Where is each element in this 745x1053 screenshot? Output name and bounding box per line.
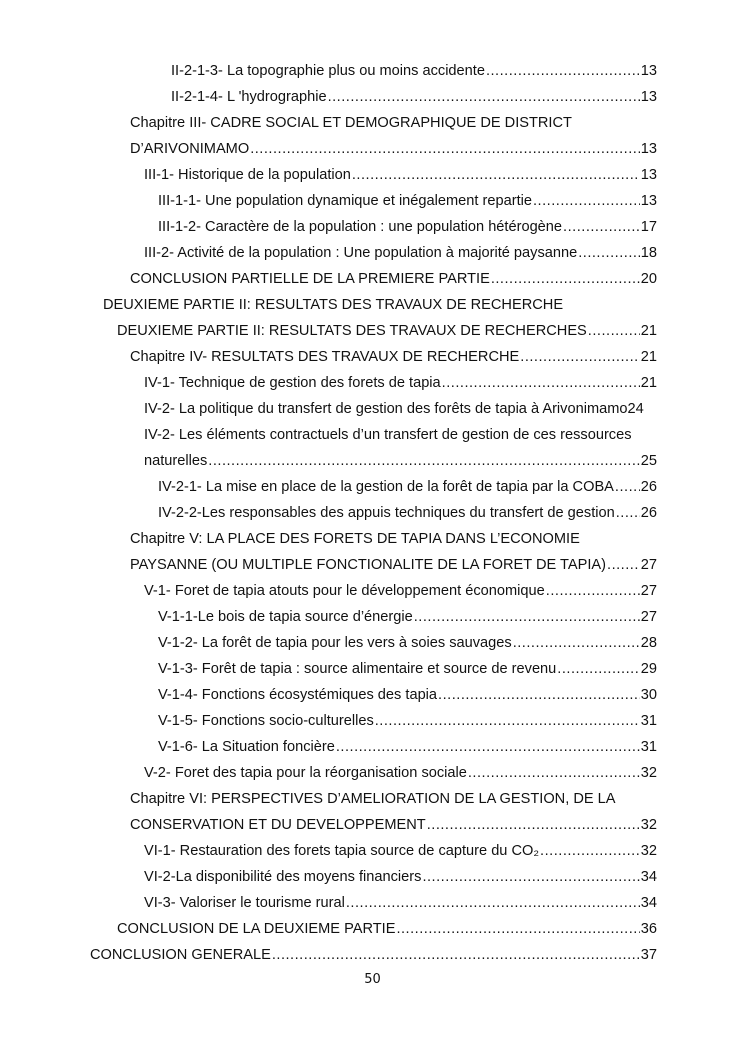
toc-leader-dots	[422, 868, 639, 886]
toc-entry-text: IV-2-2-Les responsables des appuis techniques du transfert de gestion	[158, 505, 615, 521]
toc-entry[interactable]	[158, 660, 657, 678]
toc-entry[interactable]	[90, 946, 657, 964]
toc-entry[interactable]	[158, 218, 657, 236]
toc-leader-dots	[540, 842, 640, 860]
toc-entry-text: V-1-1-Le bois de tapia source d’énergie	[158, 609, 413, 625]
toc-entry[interactable]	[144, 374, 657, 392]
toc-entry-text: CONCLUSION PARTIELLE DE LA PREMIERE PARTIE	[130, 271, 490, 287]
toc-leader-dots	[250, 140, 640, 158]
toc-leader-dots	[328, 88, 640, 106]
toc-entry-text: IV-2- La politique du transfert de gestion des forêts de tapia à Arivonimamo24	[144, 401, 644, 417]
toc-leader-dots	[468, 764, 640, 782]
toc-entry-page: 13	[640, 167, 657, 183]
toc-entry-page: 13	[640, 141, 657, 157]
toc-entry-text: III-1-2- Caractère de la population : une population hétérogène	[158, 219, 563, 235]
toc-entry-text: DEUXIEME PARTIE II: RESULTATS DES TRAVAUX DE RECHERCHES	[117, 323, 587, 339]
toc-entry[interactable]	[158, 634, 657, 652]
toc-entry-text: Chapitre V: LA PLACE DES FORETS DE TAPIA DANS L’ECONOMIE	[130, 531, 580, 547]
toc-entry[interactable]	[144, 244, 657, 262]
toc-entry-text: VI-2-La disponibilité des moyens financiers	[144, 869, 422, 885]
toc-leader-dots	[578, 244, 640, 262]
toc-leader-dots	[513, 634, 640, 652]
toc-leader-dots	[486, 62, 640, 80]
toc-entry-text: CONCLUSION GENERALE	[90, 947, 271, 963]
toc-entry[interactable]	[117, 920, 657, 938]
toc-entry-text: VI-3- Valoriser le tourisme rural	[144, 895, 345, 911]
toc-entry[interactable]	[130, 114, 572, 132]
toc-entry-page: 31	[640, 713, 657, 729]
toc-leader-dots	[336, 738, 640, 756]
toc-entry-text: D’ARIVONIMAMO	[130, 141, 250, 157]
toc-entry[interactable]	[117, 322, 657, 340]
toc-leader-dots	[557, 660, 639, 678]
toc-entry[interactable]	[144, 582, 657, 600]
toc-entry[interactable]	[130, 530, 580, 548]
toc-entry-page: 32	[640, 843, 657, 859]
toc-leader-dots	[442, 374, 640, 392]
toc-leader-dots	[520, 348, 640, 366]
toc-entry-text: II-2-1-4- L 'hydrographie	[171, 89, 327, 105]
toc-leader-dots	[272, 946, 640, 964]
toc-entry-text: CONSERVATION ET DU DEVELOPPEMENT	[130, 817, 426, 833]
toc-entry[interactable]	[144, 400, 644, 418]
toc-entry-text: V-1-4- Fonctions écosystémiques des tapia	[158, 687, 438, 703]
toc-entry-page: 36	[640, 921, 657, 937]
toc-entry-text: III-2- Activité de la population : Une population à majorité paysanne	[144, 245, 578, 261]
toc-entry-page: 27	[640, 557, 657, 573]
toc-entry[interactable]	[130, 556, 657, 574]
toc-leader-dots	[615, 478, 640, 496]
toc-entry-text: III-1-1- Une population dynamique et inégalement repartie	[158, 193, 532, 209]
toc-entry-text: Chapitre III- CADRE SOCIAL ET DEMOGRAPHIQUE DE DISTRICT	[130, 115, 572, 131]
toc-entry-page: 31	[640, 739, 657, 755]
toc-entry-page: 32	[640, 817, 657, 833]
toc-entry[interactable]	[144, 166, 657, 184]
toc-entry-page: 26	[640, 479, 657, 495]
toc-entry-page: 28	[640, 635, 657, 651]
toc-entry[interactable]	[144, 842, 657, 860]
toc-leader-dots	[352, 166, 640, 184]
toc-entry[interactable]	[144, 868, 657, 886]
toc-entry-text: V-1- Foret de tapia atouts pour le développement économique	[144, 583, 545, 599]
toc-entry[interactable]	[158, 504, 657, 522]
toc-leader-dots	[588, 322, 640, 340]
toc-entry[interactable]	[103, 296, 563, 314]
toc-entry-page: 21	[640, 375, 657, 391]
toc-leader-dots	[546, 582, 640, 600]
toc-entry-text: VI-1- Restauration des forets tapia source de capture du CO₂	[144, 843, 540, 859]
toc-leader-dots	[533, 192, 640, 210]
toc-entry-text: IV-2- Les éléments contractuels d’un transfert de gestion de ces ressources	[144, 427, 632, 443]
toc-entry[interactable]	[144, 426, 632, 444]
page-number: 50	[364, 972, 381, 987]
toc-entry-page: 27	[640, 583, 657, 599]
toc-leader-dots	[427, 816, 640, 834]
toc-entry-page: 13	[640, 89, 657, 105]
toc-entry-page: 13	[640, 193, 657, 209]
toc-entry[interactable]	[130, 790, 616, 808]
toc-entry-page: 32	[640, 765, 657, 781]
toc-entry-page: 34	[640, 869, 657, 885]
toc-leader-dots	[375, 712, 640, 730]
toc-entry[interactable]	[158, 738, 657, 756]
toc-leader-dots	[396, 920, 639, 938]
toc-leader-dots	[616, 504, 640, 522]
toc-entry-text: V-1-3- Forêt de tapia : source alimentaire et source de revenu	[158, 661, 557, 677]
toc-leader-dots	[208, 452, 639, 470]
toc-entry-text: III-1- Historique de la population	[144, 167, 351, 183]
toc-entry-text: PAYSANNE (OU MULTIPLE FONCTIONALITE DE LA FORET DE TAPIA)	[130, 557, 607, 573]
toc-leader-dots	[414, 608, 640, 626]
toc-entry[interactable]	[130, 270, 657, 288]
toc-entry-text: II-2-1-3- La topographie plus ou moins accidente	[171, 63, 485, 79]
toc-entry-page: 20	[640, 271, 657, 287]
toc-entry-text: V-1-6- La Situation foncière	[158, 739, 335, 755]
toc-entry[interactable]	[158, 192, 657, 210]
toc-leader-dots	[346, 894, 640, 912]
toc-entry-text: CONCLUSION DE LA DEUXIEME PARTIE	[117, 921, 396, 937]
toc-entry[interactable]	[130, 348, 657, 366]
toc-entry-page: 18	[640, 245, 657, 261]
toc-entry[interactable]	[130, 816, 657, 834]
toc-leader-dots	[438, 686, 640, 704]
toc-entry-page: 13	[640, 63, 657, 79]
toc-entry[interactable]	[144, 764, 657, 782]
toc-entry-page: 29	[640, 661, 657, 677]
toc-entry-page: 21	[640, 323, 657, 339]
toc-entry-text: Chapitre IV- RESULTATS DES TRAVAUX DE RECHERCHE	[130, 349, 520, 365]
toc-entry-page: 17	[640, 219, 657, 235]
toc-entry[interactable]	[158, 608, 657, 626]
toc-entry-page: 34	[640, 895, 657, 911]
toc-entry[interactable]	[158, 686, 657, 704]
toc-entry-page: 25	[640, 453, 657, 469]
toc-entry-page: 30	[640, 687, 657, 703]
toc-entry-text: IV-1- Technique de gestion des forets de tapia	[144, 375, 441, 391]
toc-entry-page: 27	[640, 609, 657, 625]
toc-entry-text: Chapitre VI: PERSPECTIVES D’AMELIORATION DE LA GESTION, DE LA	[130, 791, 616, 807]
toc-entry-page: 21	[640, 349, 657, 365]
toc-entry[interactable]	[171, 62, 657, 80]
toc-entry[interactable]	[158, 478, 657, 496]
toc-entry-text: V-2- Foret des tapia pour la réorganisation sociale	[144, 765, 467, 781]
toc-entry[interactable]	[144, 452, 657, 470]
toc-entry[interactable]	[130, 140, 657, 158]
toc-entry-text: DEUXIEME PARTIE II: RESULTATS DES TRAVAUX DE RECHERCHE	[103, 297, 564, 313]
toc-entry-text: V-1-5- Fonctions socio-culturelles	[158, 713, 374, 729]
toc-entry-text: IV-2-1- La mise en place de la gestion de la forêt de tapia par la COBA	[158, 479, 614, 495]
toc-entry-page: 37	[640, 947, 657, 963]
toc-entry[interactable]	[144, 894, 657, 912]
toc-entry-page: 26	[640, 505, 657, 521]
toc-entry[interactable]	[158, 712, 657, 730]
toc-leader-dots	[563, 218, 640, 236]
toc-entry-text: naturelles	[144, 453, 208, 469]
toc-entry[interactable]	[171, 88, 657, 106]
toc-leader-dots	[607, 556, 640, 574]
toc-leader-dots	[491, 270, 640, 288]
toc-entry-text: V-1-2- La forêt de tapia pour les vers à soies sauvages	[158, 635, 512, 651]
